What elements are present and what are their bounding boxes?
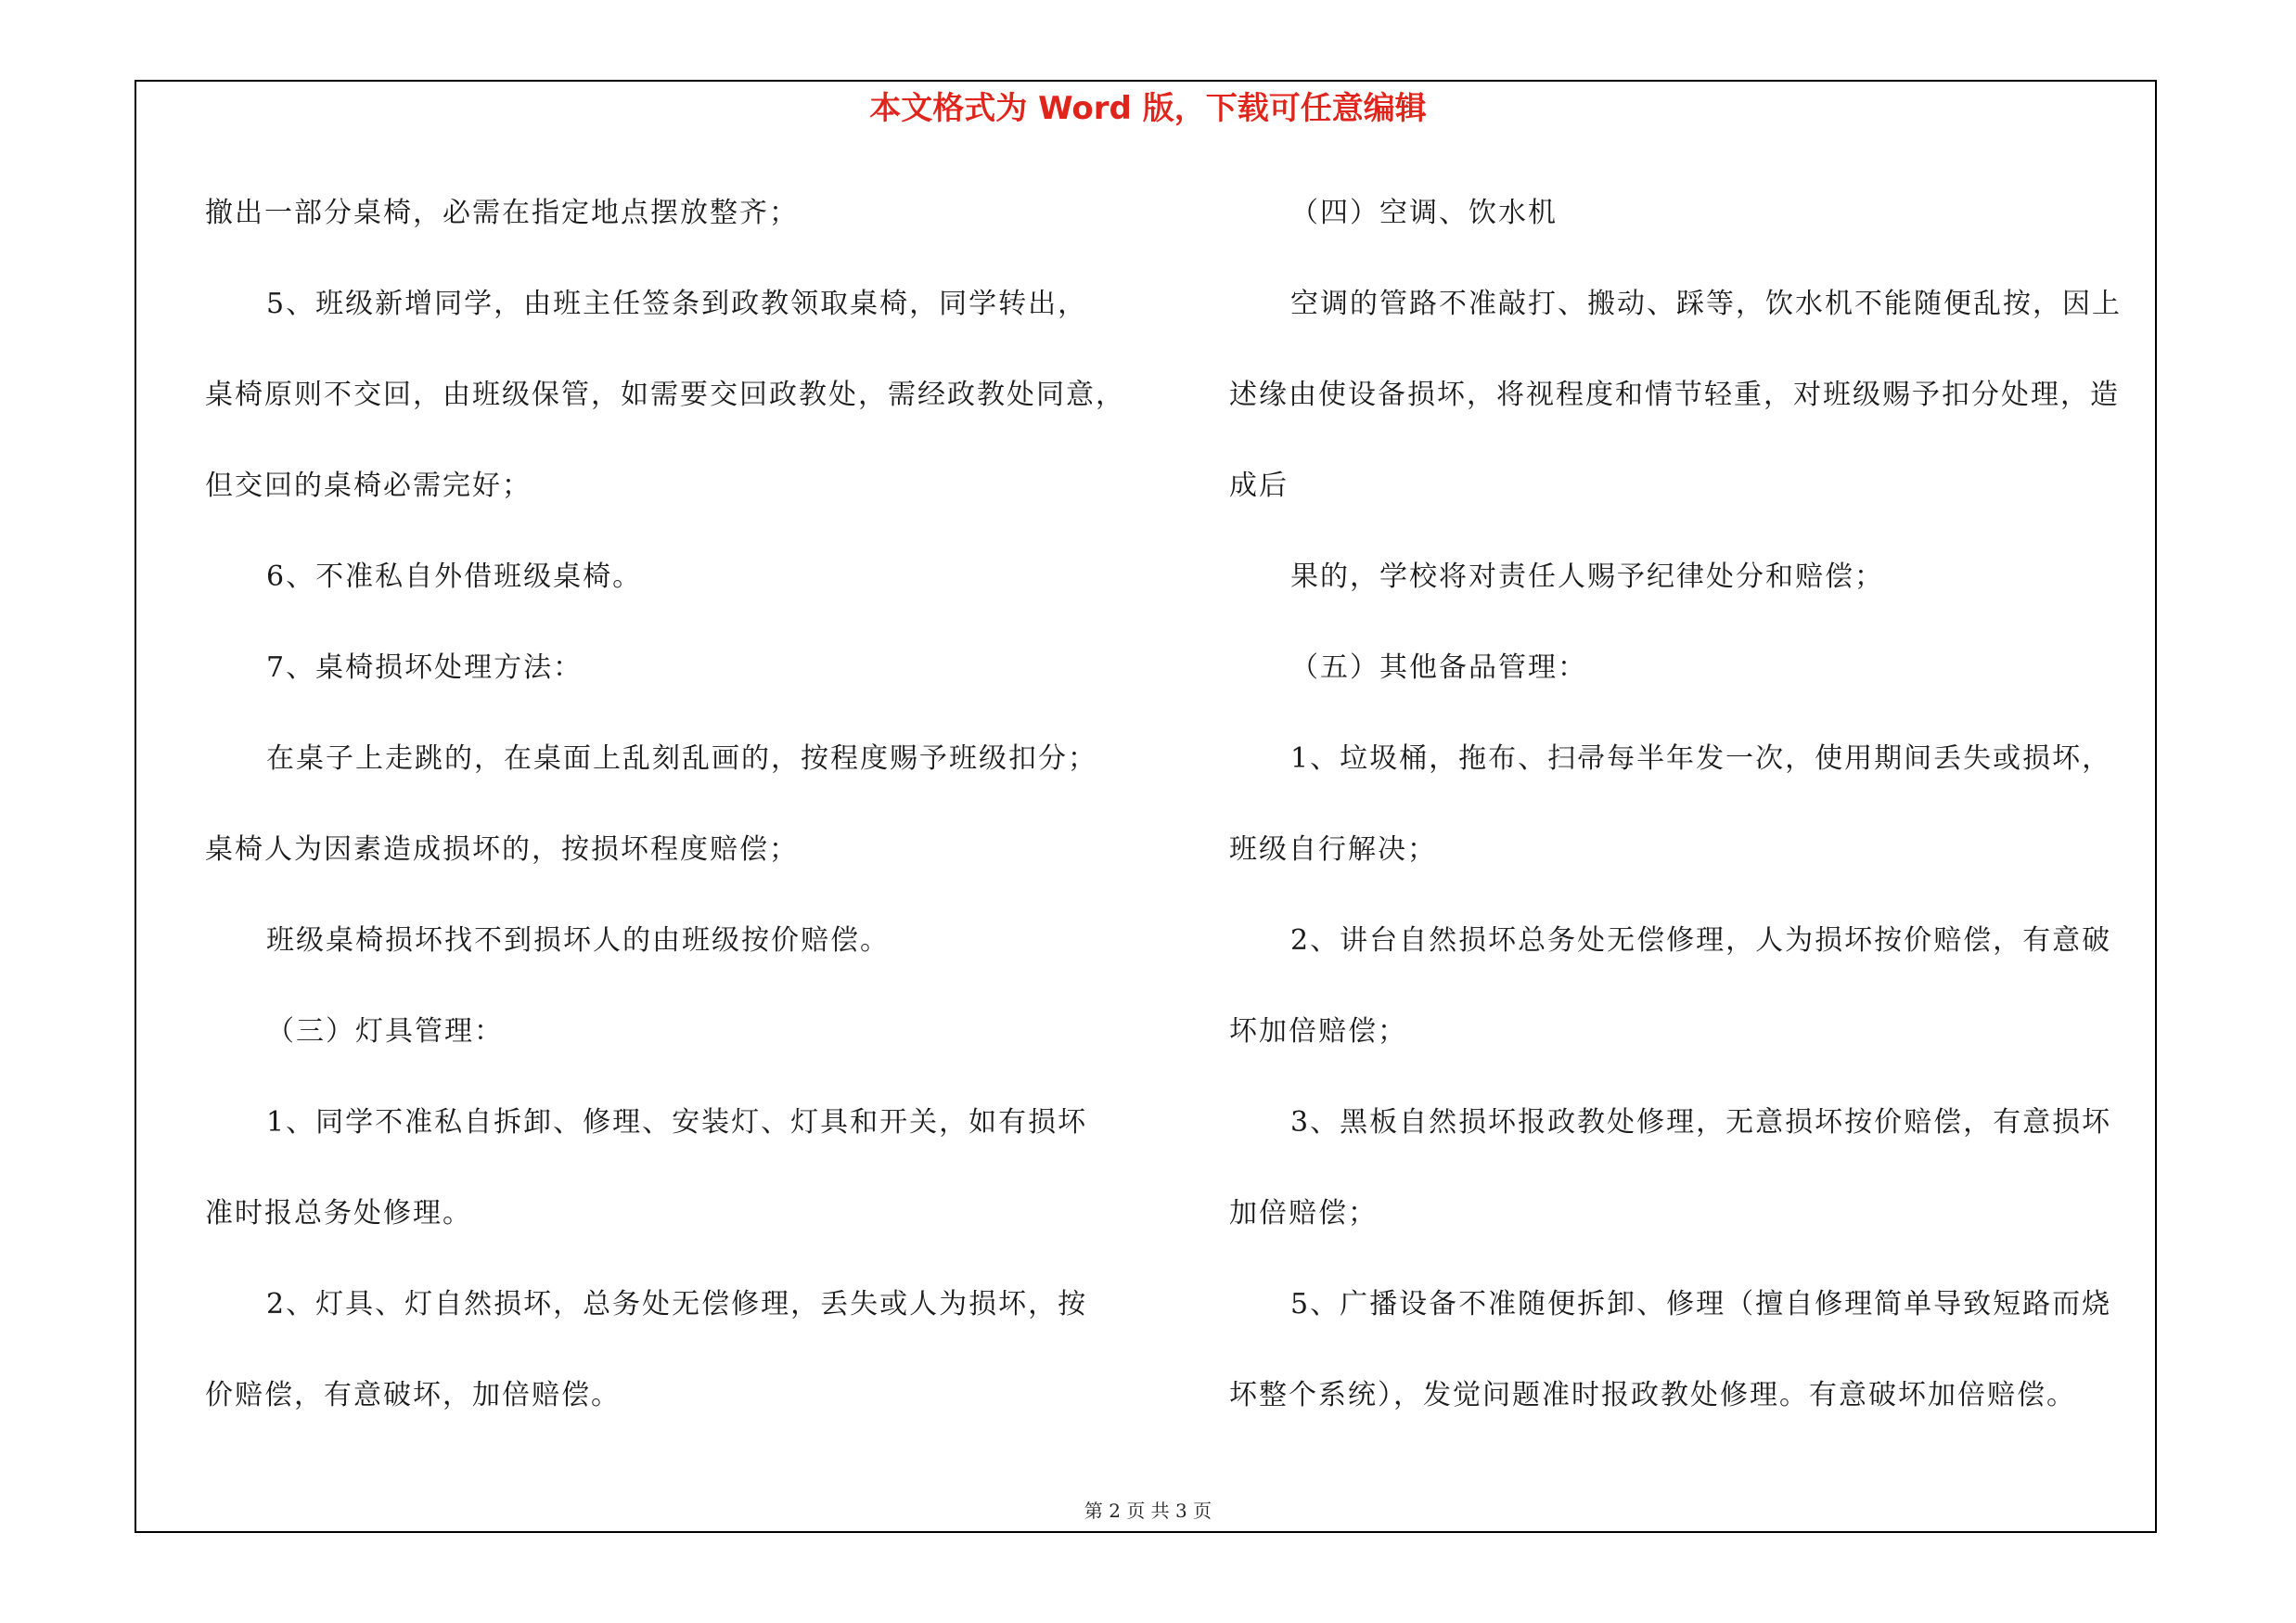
paragraph-line: 坏加倍赔偿； (1229, 1015, 1407, 1048)
page-number: 第 2 页 共 3 页 (1084, 1500, 1212, 1522)
paragraph-line: 桌椅原则不交回，由班级保管，如需要交回政教处，需经政教处同意， (205, 379, 1125, 411)
paragraph-line: 班级自行解决； (1229, 833, 1437, 866)
paragraph-line: 述缘由使设备损坏，将视程度和情节轻重，对班级赐予扣分处理，造 (1229, 379, 2120, 411)
paragraph-line: 班级桌椅损坏找不到损坏人的由班级按价赔偿。 (266, 924, 890, 957)
word-format-notice: 本文格式为 Word 版，下载可任意编辑 (869, 90, 1427, 127)
paragraph-line: 5、广播设备不准随便拆卸、修理（擅自修理简单导致短路而烧 (1290, 1288, 2112, 1320)
paragraph-line: 6、不准私自外借班级桌椅。 (266, 560, 643, 593)
paragraph-line: 在桌子上走跳的，在桌面上乱刻乱画的，按程度赐予班级扣分； (266, 742, 1097, 775)
paragraph-line: 2、灯具、灯自然损坏，总务处无偿修理，丢失或人为损坏，按 (266, 1288, 1088, 1320)
paragraph-line: 成后 (1229, 470, 1289, 502)
paragraph-line: 但交回的桌椅必需完好； (205, 470, 532, 502)
paragraph-line: 7、桌椅损坏处理方法： (266, 651, 584, 684)
paragraph-line: （五）其他备品管理： (1290, 651, 1587, 684)
paragraph-line: （四）空调、饮水机 (1290, 197, 1558, 229)
paragraph-line: （三）灯具管理： (266, 1015, 504, 1048)
paragraph-line: 坏整个系统），发觉问题准时报政教处修理。有意破坏加倍赔偿。 (1229, 1379, 2076, 1411)
paragraph-line: 1、垃圾桶，拖布、扫帚每半年发一次，使用期间丢失或损坏， (1290, 742, 2112, 775)
paragraph-line: 加倍赔偿； (1229, 1197, 1378, 1230)
paragraph-line: 空调的管路不准敲打、搬动、踩等，饮水机不能随便乱按，因上 (1290, 288, 2122, 320)
paragraph-line: 桌椅人为因素造成损坏的，按损坏程度赔偿； (205, 833, 799, 866)
paragraph-line: 价赔偿，有意破坏，加倍赔偿。 (205, 1379, 621, 1411)
right-text-column (1229, 186, 2157, 1459)
paragraph-line: 果的，学校将对责任人赐予纪律处分和赔偿； (1290, 560, 1884, 593)
paragraph-line: 2、讲台自然损坏总务处无偿修理，人为损坏按价赔偿，有意破 (1290, 924, 2112, 957)
paragraph-line: 1、同学不准私自拆卸、修理、安装灯、灯具和开关，如有损坏 (266, 1106, 1088, 1139)
left-text-column (205, 186, 1123, 1459)
paragraph-line: 撤出一部分桌椅，必需在指定地点摆放整齐； (205, 197, 799, 229)
paragraph-line: 5、班级新增同学，由班主任签条到政教领取桌椅，同学转出， (266, 288, 1088, 320)
paragraph-line: 3、黑板自然损坏报政教处修理，无意损坏按价赔偿，有意损坏 (1290, 1106, 2112, 1139)
paragraph-line: 准时报总务处修理。 (205, 1197, 472, 1230)
